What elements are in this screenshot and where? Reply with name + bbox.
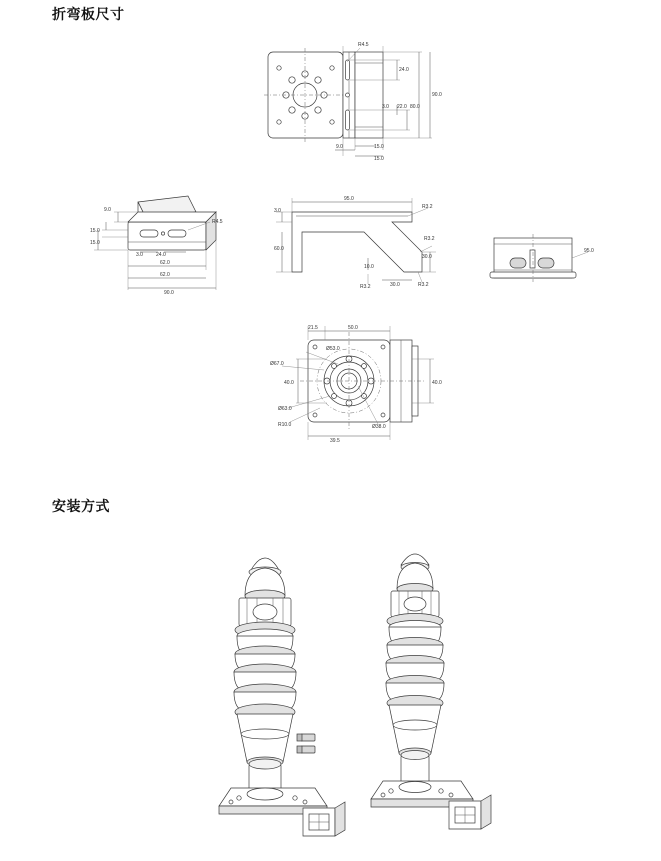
svg-text:3.0: 3.0: [382, 104, 389, 110]
svg-text:40.0: 40.0: [432, 380, 442, 386]
svg-text:60.0: 60.0: [274, 246, 284, 252]
screw-pair-left: [297, 734, 315, 753]
svg-text:95.0: 95.0: [344, 196, 354, 202]
svg-text:80.0: 80.0: [410, 104, 420, 110]
svg-text:24.0: 24.0: [156, 252, 166, 258]
svg-text:R3.2: R3.2: [418, 282, 429, 288]
svg-text:21.5: 21.5: [308, 325, 318, 331]
svg-text:15.0: 15.0: [374, 156, 384, 162]
svg-text:30.0: 30.0: [422, 254, 432, 260]
svg-text:R3.2: R3.2: [360, 284, 371, 290]
svg-text:95.0: 95.0: [584, 248, 594, 254]
svg-text:3.0: 3.0: [274, 208, 281, 214]
svg-text:22.0: 22.0: [397, 104, 407, 110]
svg-text:R10.0: R10.0: [278, 422, 292, 428]
bending-plate-right-view: [480, 230, 610, 300]
svg-text:15.0: 15.0: [90, 240, 100, 246]
svg-text:Ø53.0: Ø53.0: [326, 346, 340, 352]
svg-text:Ø67.0: Ø67.0: [270, 361, 284, 367]
svg-text:9.0: 9.0: [104, 207, 111, 213]
svg-text:R3.2: R3.2: [422, 204, 433, 210]
svg-text:90.0: 90.0: [432, 92, 442, 98]
bending-plate-bottom-view: [268, 322, 458, 447]
bending-plate-front-view: [250, 38, 460, 163]
sensor-unit-right: [371, 554, 491, 829]
svg-text:50.0: 50.0: [348, 325, 358, 331]
svg-text:R3.2: R3.2: [424, 236, 435, 242]
svg-text:39.5: 39.5: [330, 438, 340, 444]
bending-plate-side-profile: [272, 190, 452, 300]
sensor-unit-left: [219, 558, 345, 836]
svg-text:30.0: 30.0: [390, 282, 400, 288]
svg-text:Ø63.0: Ø63.0: [278, 406, 292, 412]
svg-text:40.0: 40.0: [284, 380, 294, 386]
svg-text:24.0: 24.0: [399, 67, 409, 73]
svg-text:3.0: 3.0: [136, 252, 143, 258]
section-title-bending-plate: 折弯板尺寸: [52, 6, 125, 22]
svg-text:62.0: 62.0: [160, 260, 170, 266]
svg-text:R4.5: R4.5: [212, 219, 223, 225]
svg-text:90.0: 90.0: [164, 290, 174, 296]
svg-text:62.0: 62.0: [160, 272, 170, 278]
svg-text:9.0: 9.0: [336, 144, 343, 150]
svg-text:R4.5: R4.5: [358, 42, 369, 48]
svg-text:15.0: 15.0: [374, 144, 384, 150]
section-title-mounting-method: 安装方式: [52, 498, 110, 514]
mounting-illustration: [195, 536, 555, 852]
svg-text:Ø38.0: Ø38.0: [372, 424, 386, 430]
bending-plate-left-view: [88, 190, 248, 300]
svg-text:10.0: 10.0: [364, 264, 374, 270]
svg-text:15.0: 15.0: [90, 228, 100, 234]
